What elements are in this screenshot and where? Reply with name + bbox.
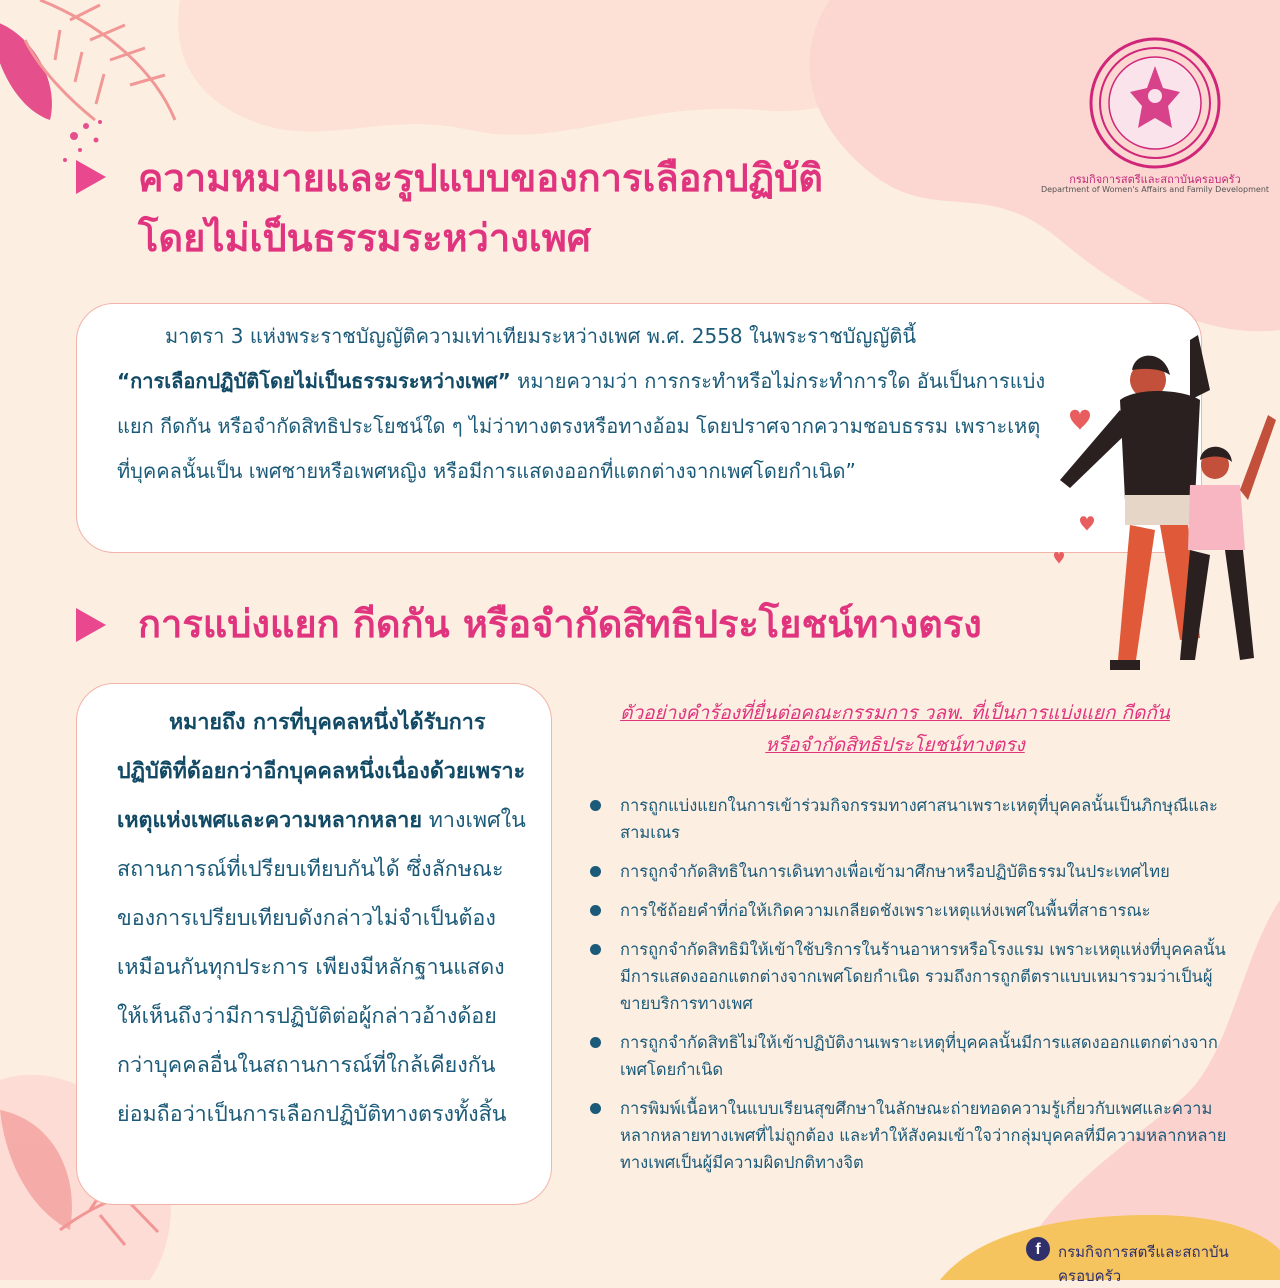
direct-discrimination-heading: การแบ่งแยก กีดกัน หรือจำกัดสิทธิประโยชน์ทางตรง (138, 602, 982, 646)
meaning-bold: หมายถึง การที่บุคคลหนึ่งได้รับการปฏิบัติที่ด้อยกว่าอีกบุคคลหนึ่งเนื่องด้วยเพราะเหตุแห่งเพศและความหลากหลาย (117, 710, 526, 833)
definition-text (117, 314, 1047, 494)
main-heading-line1: ความหมายและรูปแบบของการเลือกปฏิบัติ (138, 156, 823, 200)
heart-icon (1054, 410, 1094, 564)
example-text: การถูกจำกัดสิทธิมิให้เข้าใช้บริการในร้านอาหารหรือโรงแรม เพราะเหตุแห่งที่บุคคลนั้นมีการแสดงออกแตกต่างจากเพศโดยกำเนิด รวมถึงการถูกตีตราแบบเหมารวมว่าเป็นผู้ขายบริการทางเพศ (620, 940, 1226, 1013)
examples-list (588, 792, 1228, 1188)
example-text: การใช้ถ้อยคำที่ก่อให้เกิดความเกลียดชังเพราะเหตุแห่งเพศในพื้นที่สาธารณะ (620, 901, 1151, 920)
examples-heading (580, 697, 1210, 761)
list-item (588, 936, 1228, 1017)
list-item (588, 897, 1228, 924)
example-text: การถูกจำกัดสิทธิไม่ให้เข้าปฏิบัติงานเพราะเหตุที่บุคคลนั้นมีการแสดงออกแตกต่างจากเพศโดยกำเนิด (620, 1033, 1218, 1079)
logo-seal (1088, 36, 1222, 170)
example-text: การพิมพ์เนื้อหาในแบบเรียนสุขศึกษาในลักษณะถ่ายทอดความรู้เกี่ยวกับเพศและความหลากหลายทางเพศที่ไม่ถูกต้อง และทำให้สังคมเข้าใจว่ากลุ่มบุคคลที่มีความหลากหลายทางเพศเป็นผู้มีความผิดปกติทางจิต (620, 1099, 1227, 1172)
definition-body: หมายความว่า การกระทำหรือไม่กระทำการใด อันเป็นการแบ่งแยก กีดกัน หรือจำกัดสิทธิประโยชน์ใด ๆ ไม่ว่าทางตรงหรือทางอ้อม โดยปราศจากความชอบธรรม เพราะเหตุที่บุคคลนั้นเป็น เพศชายหรือเพศหญิง หรือมีการแสดงออกที่แตกต่างจากเพศโดยกำเนิด” (117, 369, 1046, 483)
org-name-english: Department of Women's Affairs and Family Development (1040, 185, 1270, 194)
bullet-icon (590, 1103, 601, 1114)
list-item (588, 858, 1228, 885)
bullet-icon (590, 1037, 601, 1048)
list-item (588, 792, 1228, 846)
meaning-box (76, 683, 552, 1205)
main-heading-line2: โดยไม่เป็นธรรมระหว่างเพศ (138, 216, 591, 260)
definition-term: “การเลือกปฏิบัติโดยไม่เป็นธรรมระหว่างเพศ” (117, 369, 511, 393)
facebook-page-name[interactable]: กรมกิจการสตรีและสถาบันครอบครัว (1058, 1243, 1229, 1285)
definition-intro: มาตรา 3 แห่งพระราชบัญญัติความเท่าเทียมระหว่างเพศ พ.ศ. 2558 ในพระราชบัญญัตินี้ (165, 324, 917, 348)
meaning-text (117, 698, 527, 1139)
list-item (588, 1029, 1228, 1083)
org-name-thai: กรมกิจการสตรีและสถาบันครอบครัว (1069, 173, 1241, 186)
bullet-icon (590, 905, 601, 916)
example-text: การถูกแบ่งแยกในการเข้าร่วมกิจกรรมทางศาสนาเพราะเหตุที่บุคคลนั้นเป็นภิกษุณีและสามเณร (620, 796, 1218, 842)
bullet-icon (590, 800, 601, 811)
examples-heading-line2: หรือจำกัดสิทธิประโยชน์ทางตรง (765, 734, 1025, 756)
definition-box (76, 303, 1202, 553)
women-illustration (1040, 320, 1280, 680)
main-heading (138, 148, 823, 268)
triangle-arrow-icon (76, 608, 106, 642)
example-text: การถูกจำกัดสิทธิในการเดินทางเพื่อเข้ามาศึกษาหรือปฏิบัติธรรมในประเทศไทย (620, 862, 1170, 881)
bullet-icon (590, 866, 601, 877)
meaning-body: ทางเพศในสถานการณ์ที่เปรียบเทียบกันได้ ซึ่งลักษณะของการเปรียบเทียบดังกล่าวไม่จำเป็นต้องเหมือนกันทุกประการ เพียงมีหลักฐานแสดงให้เห็นถึงว่ามีการปฏิบัติต่อผู้กล่าวอ้างด้อยกว่าบุคคลอื่นในสถานการณ์ที่ใกล้เคียงกัน ย่อมถือว่าเป็นการเลือกปฏิบัติทางตรงทั้งสิ้น (117, 808, 526, 1127)
list-item (588, 1095, 1228, 1176)
facebook-icon[interactable]: f (1026, 1237, 1050, 1261)
triangle-arrow-icon (76, 160, 106, 194)
examples-heading-line1: ตัวอย่างคำร้องที่ยื่นต่อคณะกรรมการ วลพ. ที่เป็นการแบ่งแยก กีดกัน (620, 702, 1170, 724)
bullet-icon (590, 944, 601, 955)
